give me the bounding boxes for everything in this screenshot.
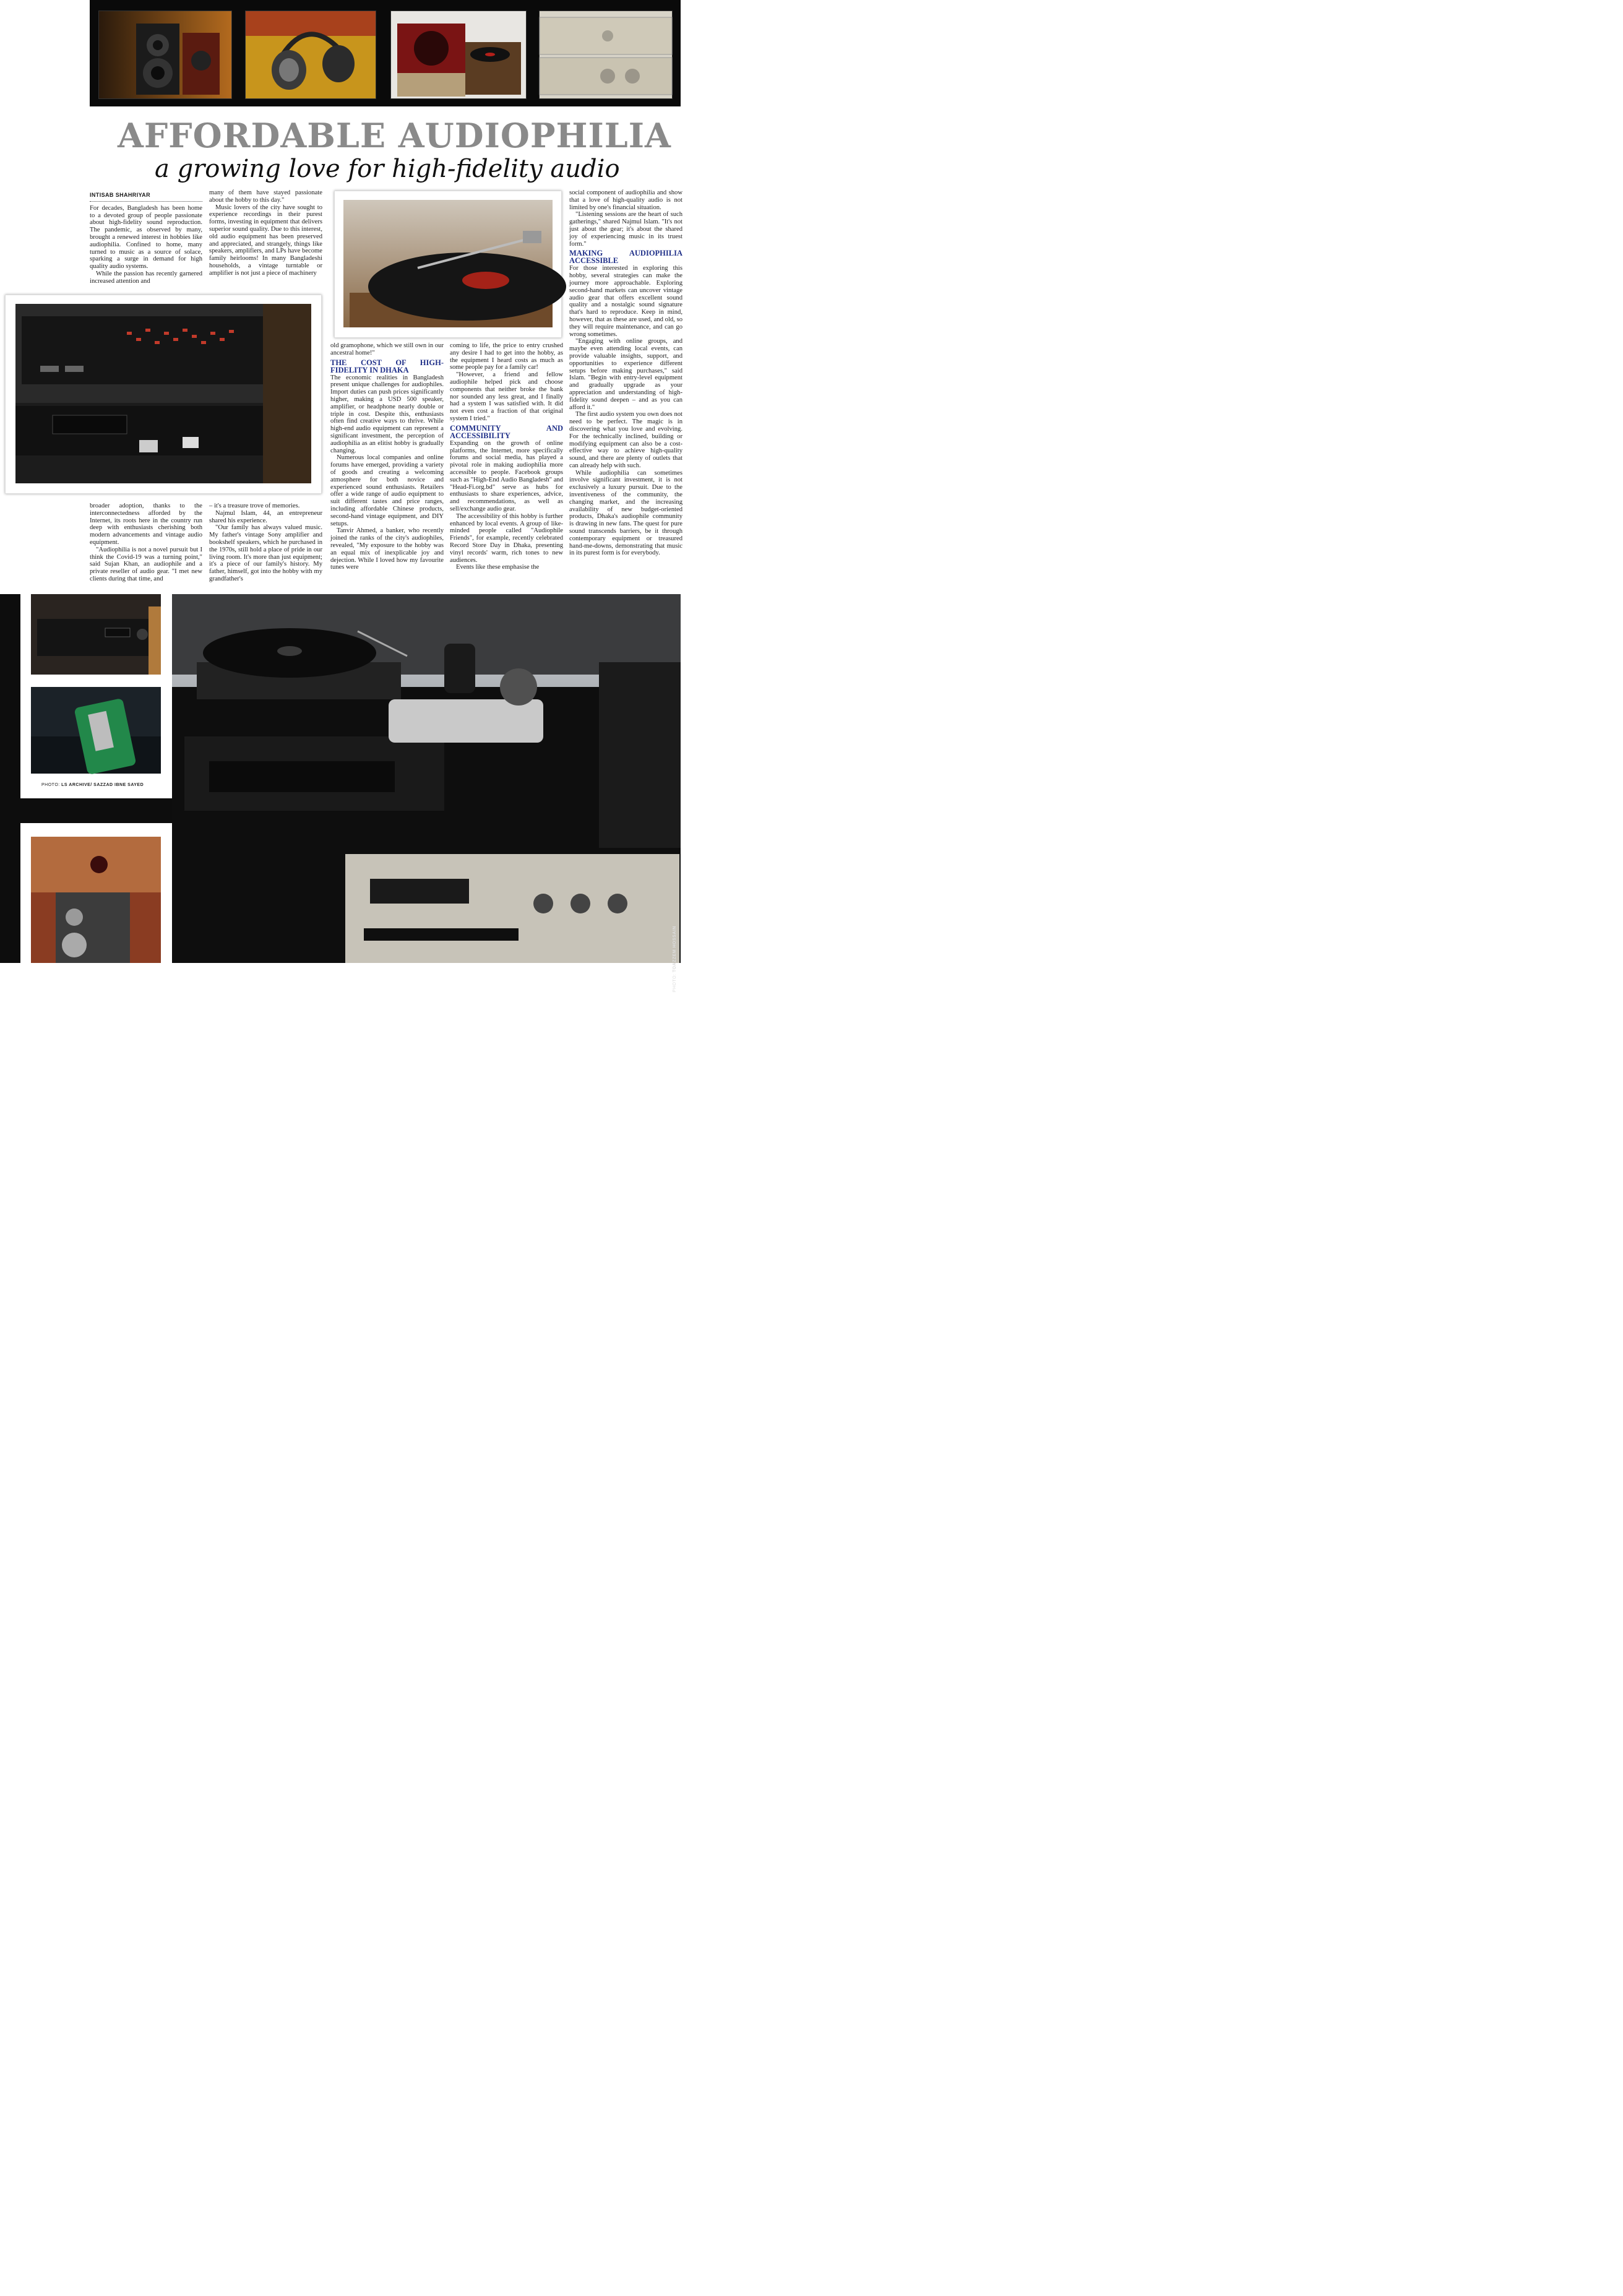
paragraph: "Our family has always valued music. My father's vintage Sony amplifier and bookshelf speakers, which he purchased in the 1970s, still hold a place of pride in our living room. It's more than just equipment; it's a piece of our family's history. My father, himself, got into the hobby with my grandfather's [209, 524, 322, 582]
section-heading-community: COMMUNITY AND ACCESSIBILITY [450, 423, 563, 440]
column-1-top [90, 192, 202, 285]
paragraph: Najmul Islam, 44, an entrepreneur shared his experience. [209, 509, 322, 524]
paragraph: Tanvir Ahmed, a banker, who recently joined the ranks of the city's audiophiles, revealed, "My exposure to the hobby was an equal mix of inexplicable joy and dejection. While I loved how my favourite tunes were [330, 527, 444, 571]
paragraph: coming to life, the price to entry crushed any desire I had to get into the hobby, as the equipment I heard costs as much as some people pay for a family car! [450, 342, 563, 371]
column-4 [450, 342, 563, 571]
portable-dac-photo [31, 687, 161, 774]
headline: AFFORDABLE AUDIOPHILIA [118, 116, 671, 155]
paragraph: Music lovers of the city have sought to experience recordings in their purest forms, investing in equipment that delivers superior sound quality. Due to this interest, old audio equipment has been preserved and appreciated, and strangely, things like speakers, amplifiers, and LPs have become family heirlooms! In many Bangladeshi households, a vintage turntable or amplifier is not just a piece of machinery [209, 204, 322, 277]
paragraph: "However, a friend and fellow audiophile helped pick and choose components that neither broke the bank nor sounded any less great, and I finally had a system I was satisfied with. It did not even cost a fraction of that original system I tried." [450, 371, 563, 422]
top-photo-strip [90, 0, 681, 106]
paragraph: "Audiophilia is not a novel pursuit but I think the Covid-19 was a turning point," said Sujan Khan, an audiophile and a private reseller of audio gear. "I met new clients during that time, and [90, 546, 202, 582]
speaker-photo-frame [20, 823, 172, 963]
paragraph: The economic realities in Bangladesh present unique challenges for audiophiles. Import duties can push prices significantly higher, making a USD 500 speaker, amplifier, or headphone nearly double or triple in cost. Despite this, enthusiasts often find creative ways to thrive. While high-end audio equipment can represent a significant investment, the perception of audiophilia as an elitist hobby is gradually changing. [330, 374, 444, 454]
subheadline: a growing love for high-fidelity audio [155, 155, 620, 183]
column-2-bottom [209, 503, 322, 583]
column-5 [569, 189, 682, 557]
speaker-photo [31, 837, 161, 963]
paragraph: – it's a treasure trove of memories. [209, 503, 300, 509]
turntable-photo [343, 200, 553, 327]
photo-credit-right: PHOTO: TOAZZEM HOSSAIN [673, 926, 677, 993]
section-heading-cost: THE COST OF HIGH-FIDELITY IN DHAKA [330, 358, 444, 374]
turntable-photo-frame [334, 191, 562, 338]
section-heading-accessible: MAKING AUDIOPHILIA ACCESSIBLE [569, 249, 682, 265]
headphones-photo [245, 11, 376, 99]
paragraph: The first audio system you own does not need to be perfect. The magic is in discovering what you love and evolving. For the technically inclined, building or modifying equipment can also be a cost-effective way to achieve high-quality sound, and there are plenty of outlets that can already help with such. [569, 411, 682, 469]
column-1-bottom [90, 503, 202, 583]
paragraph: Expanding on the growth of online platforms, the Internet, more specifically forums and social media, has played a pivotal role in making audiophilia more accessible to people. Facebook groups such as "High-End Audio Bangladesh" and "Head-Fi.org.bd" serve as hubs for enthusiasts to share experiences, advice, and recommendations, as well as sell/exchange audio gear. [450, 439, 563, 512]
left-photo-panel [20, 594, 172, 798]
paragraph: For those interested in exploring this hobby, several strategies can make the journey more approachable. Exploring second-hand markets can uncover vintage audio gear that offers excellent sound quality and a nostalgic sound signature that's hard to reproduce. Keep in mind, however, that as these are used, and old, so they will require maintenance, and can go wrong sometimes. [569, 265, 682, 338]
speakers-photo [98, 11, 232, 99]
paragraph: "Listening sessions are the heart of such gatherings," shared Najmul Islam. "It's not just about the gear; it's about the shared joy of experiencing music in its truest form." [569, 211, 682, 248]
paragraph: many of them have stayed passionate about the hobby to this day." [209, 189, 322, 204]
amplifier-photo [539, 11, 673, 99]
paragraph: Numerous local companies and online forums have emerged, providing a variety of goods and creating a welcoming atmosphere for both novice and experienced sound enthusiasts. Retailers offer a wide range of audio equipment to suit different tastes and price ranges, including affordable Chinese products, second-hand vintage equipment, and DIY setups. [330, 454, 444, 527]
column-3 [330, 342, 444, 571]
receiver-photo [31, 594, 161, 675]
paragraph: old gramophone, which we still own in our ancestral home!" [330, 342, 444, 356]
paragraph: While the passion has recently garnered increased attention and [90, 270, 202, 285]
paragraph: The accessibility of this hobby is further enhanced by local events. A group of like-minded people called "Audiophile Friends", for example, recently celebrated Record Store Day in Dhaka, presenting vinyl records' warm, rich tones to new audiences. [450, 512, 563, 564]
equalizer-photo-frame [5, 295, 322, 494]
column-2-top [209, 189, 322, 277]
hifi-setup-photo [172, 594, 681, 993]
paragraph: "Engaging with online groups, and maybe even attending local events, can provide valuable insights, support, and opportunities to experience different setups before making purchases," said Islam. "Begin with entry-level equipment and gradually upgrade as your appreciation and understanding of high-fidelity sound deepen – and as you can afford it." [569, 338, 682, 411]
paragraph: While audiophilia can sometimes involve significant investment, it is not exclusively a luxury pursuit. Due to the inventiveness of the community, the changing market, and the increasing availability of new budget-oriented products, Dhaka's audiophile community is drawing in new fans. The quest for pure sound transcends barriers, be it through contemporary equipment or treasured hand-me-downs, demonstrating that music in its purest form is for everybody. [569, 469, 682, 557]
paragraph: broader adoption, thanks to the interconnectedness afforded by the Internet, its roots here in the country run deep with enthusiasts cherishing both modern advancements and vintage audio equipment. [90, 503, 202, 546]
paragraph: social component of audiophilia and show that a love of high-quality audio is not limited by one's financial situation. [569, 189, 682, 211]
equalizer-photo [15, 304, 311, 483]
paragraph: For decades, Bangladesh has been home to a devoted group of people passionate about high-fidelity sound reproduction. The pandemic, as observed by many, brought a renewed interest in hobbies like audiophilia. Confined to home, many turned to music as a source of solace, sparking a surge in demand for high quality audio systems. [90, 204, 202, 270]
paragraph: Events like these emphasise the [456, 564, 540, 571]
byline: INTISAB SHAHRIYAR [90, 192, 202, 202]
photo-credit-left: PHOTO: LS ARCHIVE/ SAZZAD IBNE SAYED [41, 783, 144, 787]
turntable-records-photo [390, 11, 527, 99]
